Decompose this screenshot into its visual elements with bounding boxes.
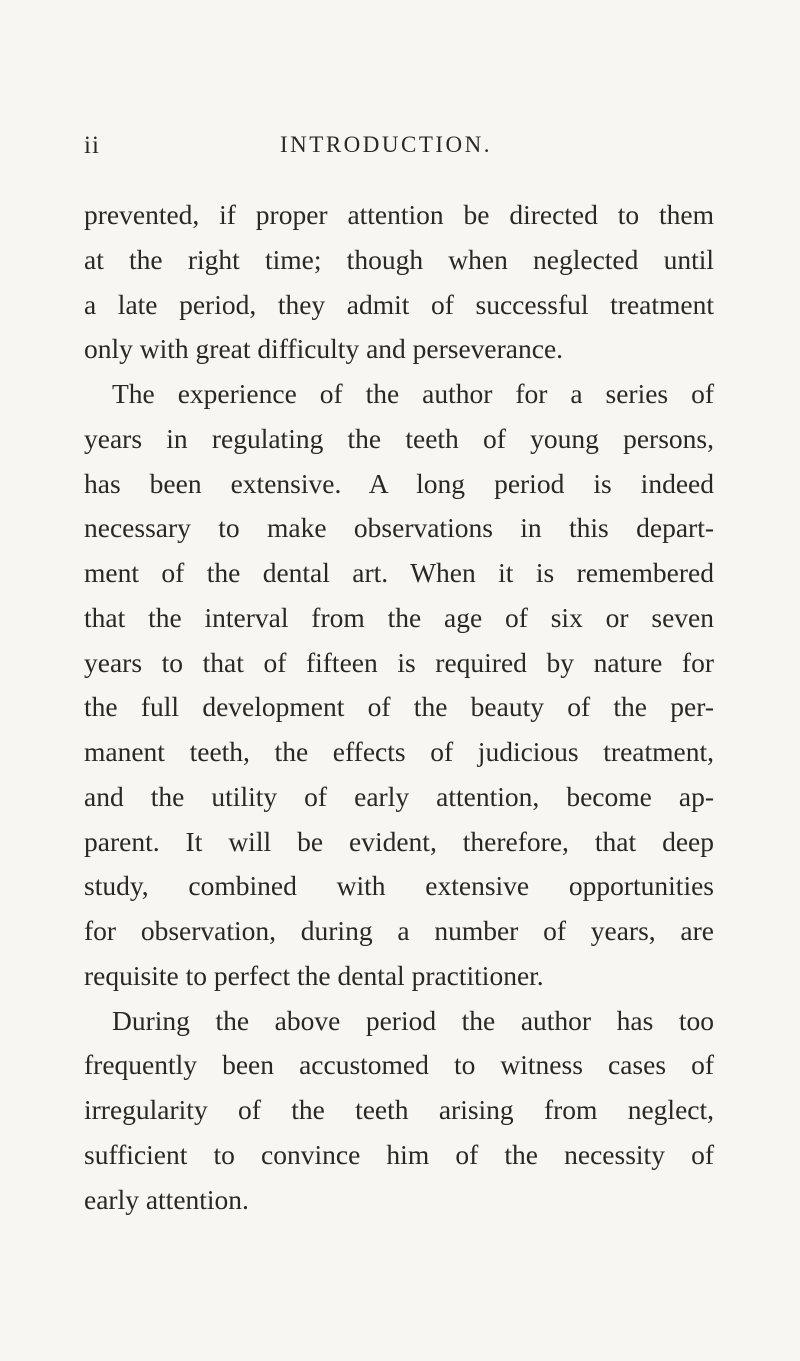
text-line: at the right time; though when neglected until (84, 243, 714, 275)
text-line: manent teeth, the effects of judicious treatment, (84, 736, 714, 767)
text-line: necessary to make observations in this depart- (84, 512, 714, 544)
page-header (84, 132, 714, 172)
running-head: INTRODUCTION. (280, 132, 493, 157)
text-line: frequently been accustomed to witness cases of (84, 1049, 714, 1081)
text-line: only with great difficulty and perseverance. (84, 333, 564, 365)
text-line: for observation, during a number of years, are (84, 915, 714, 946)
body-text (84, 193, 714, 1222)
text-line: sufficient to convince him of the necessity of (84, 1138, 714, 1170)
text-line: irregularity of the teeth arising from neglect, (84, 1094, 714, 1125)
text-line: that the interval from the age of six or seven (84, 601, 714, 633)
text-line: The experience of the author for a series of (112, 378, 714, 409)
text-line: parent. It will be evident, therefore, that deep (84, 825, 714, 857)
page-number: ii (84, 132, 100, 159)
text-line: has been extensive. A long period is indeed (84, 467, 714, 499)
text-line: During the above period the author has too (112, 1004, 714, 1036)
text-line: study, combined with extensive opportunities (84, 870, 714, 902)
text-line: prevented, if proper attention be directed to them (84, 199, 714, 230)
text-line: years in regulating the teeth of young persons, (84, 422, 714, 454)
text-line: years to that of fifteen is required by nature for (84, 646, 714, 678)
text-line: ment of the dental art. When it is remembered (84, 557, 714, 588)
text-line: early attention. (84, 1183, 249, 1215)
text-line: a late period, they admit of successful treatment (84, 288, 714, 320)
text-line: and the utility of early attention, become ap- (84, 780, 714, 812)
text-line: requisite to perfect the dental practitioner. (84, 959, 544, 991)
text-line: the full development of the beauty of the per- (84, 691, 714, 723)
